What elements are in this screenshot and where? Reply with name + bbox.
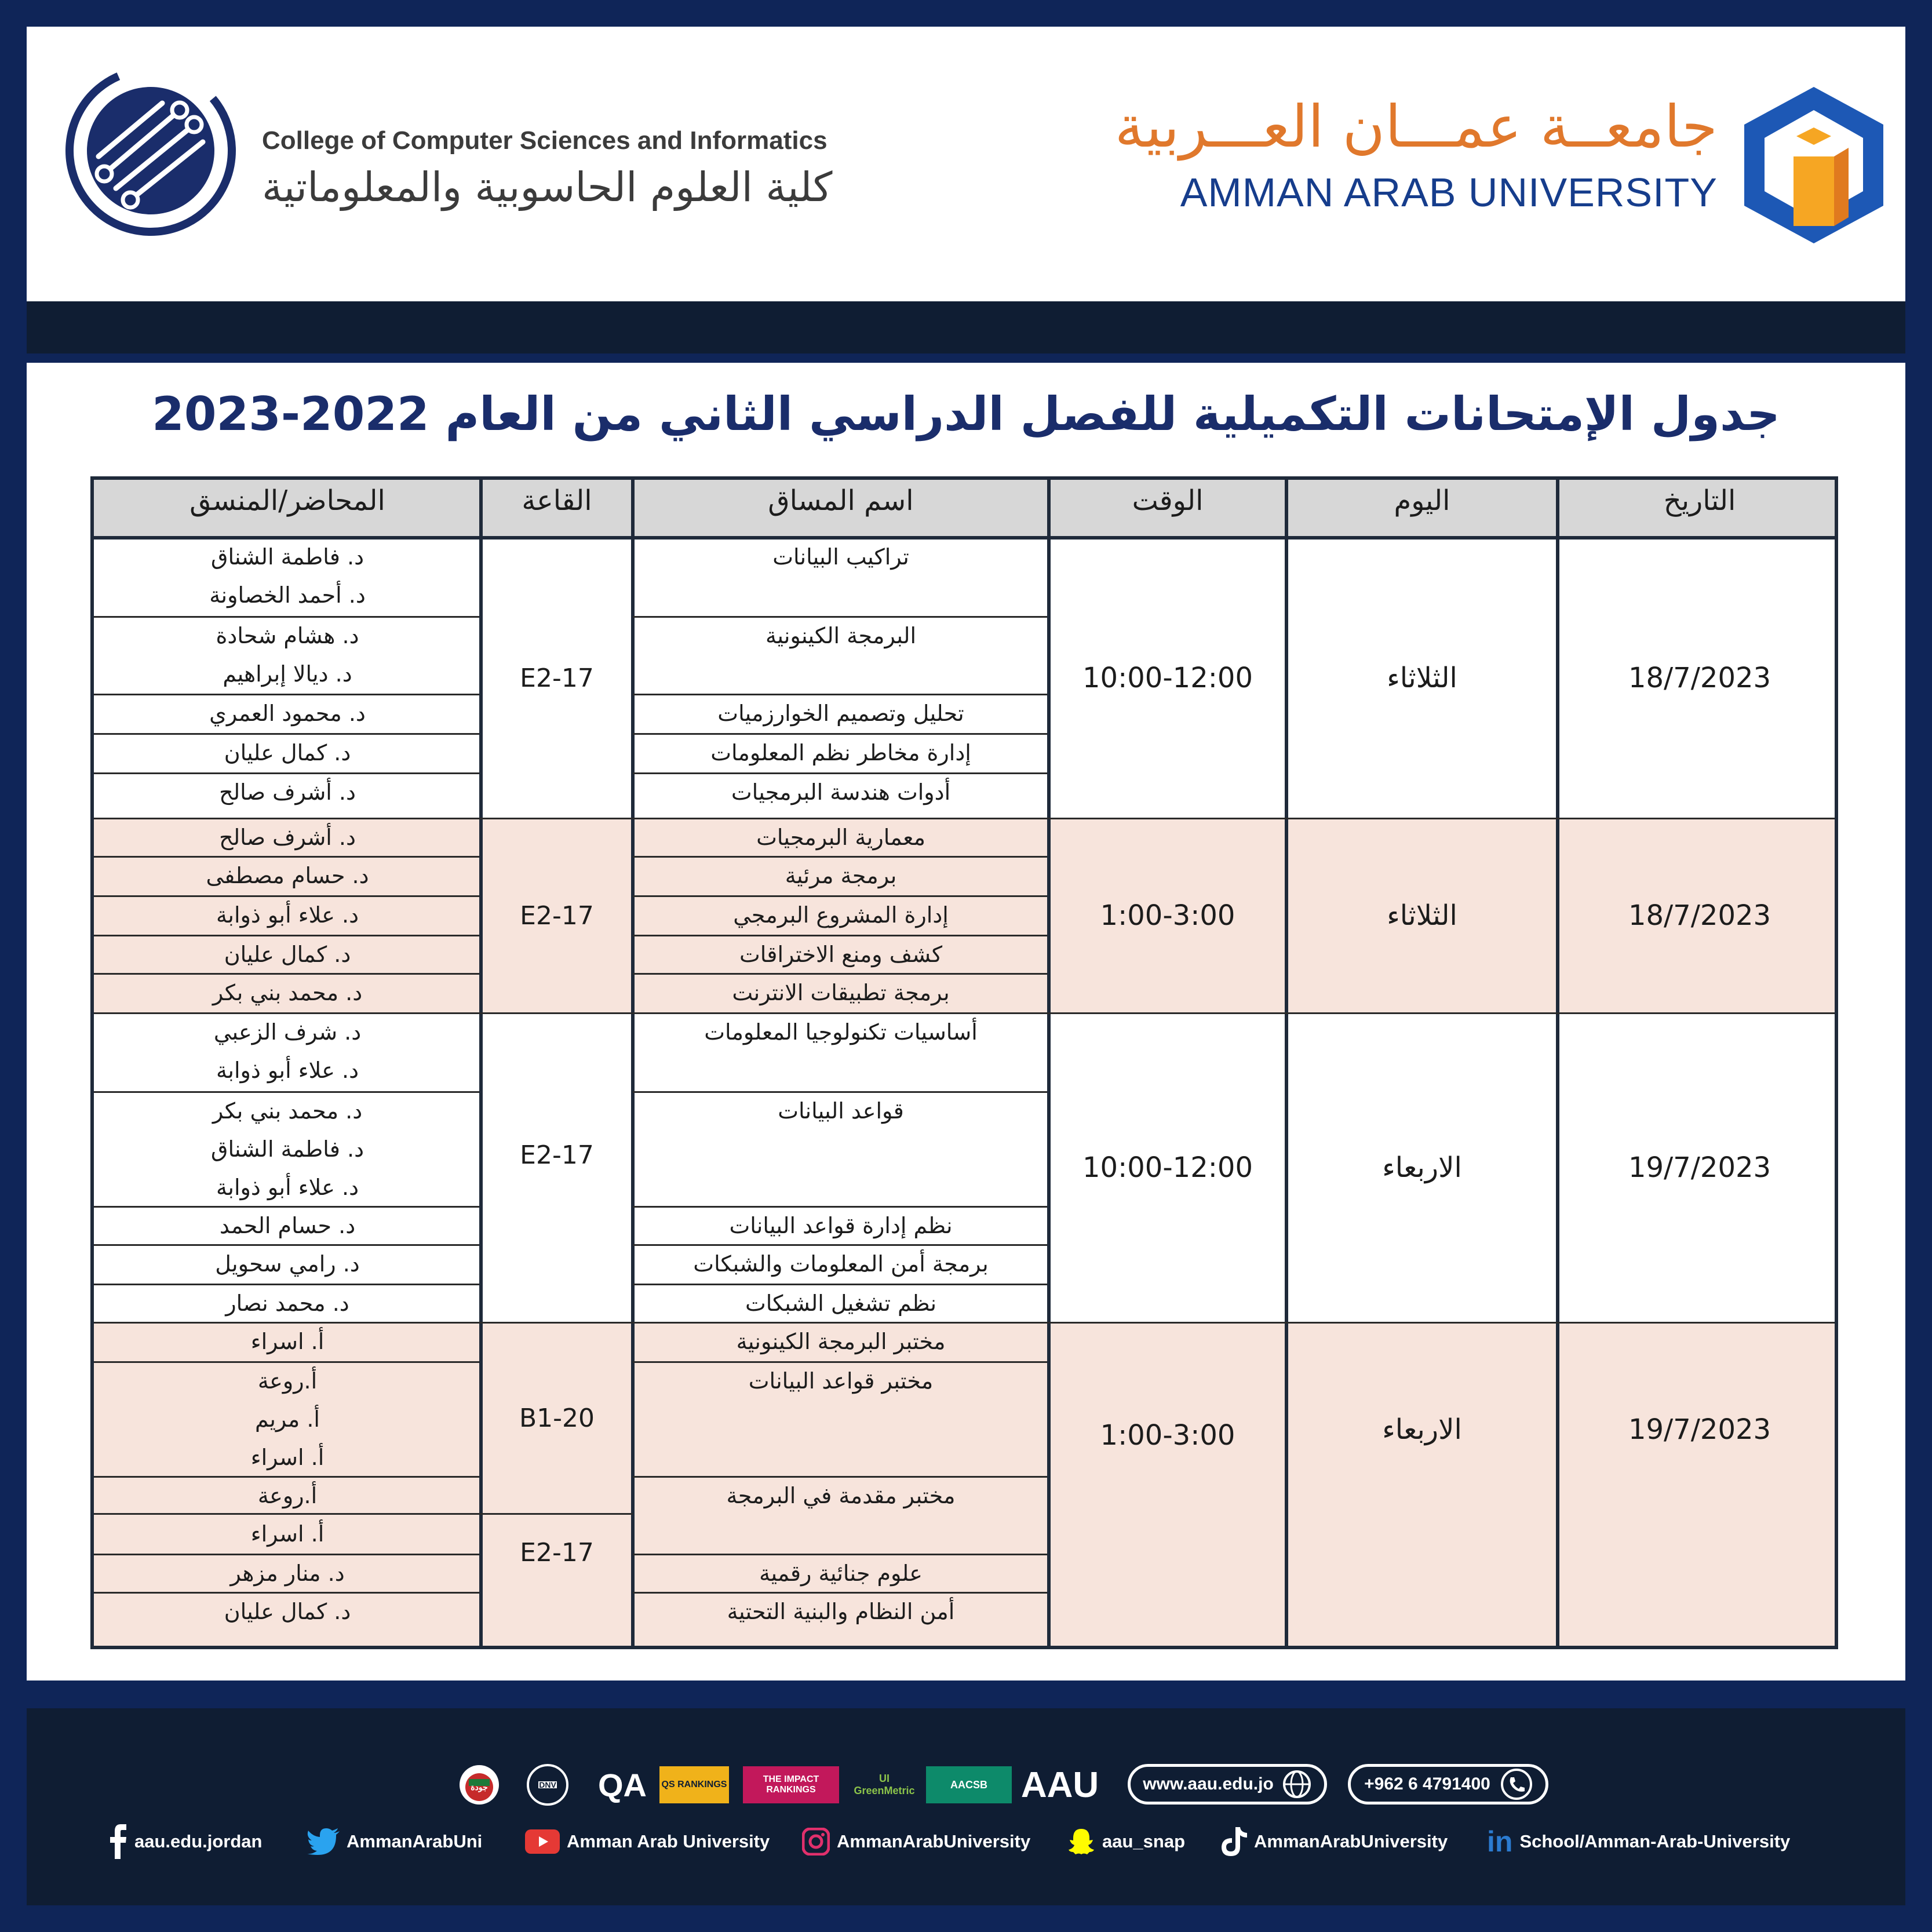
lecturer-name: د. علاء أبو ذوابة xyxy=(216,1175,359,1200)
g1-course-2 xyxy=(633,617,1049,694)
qa-logo: QA xyxy=(598,1766,647,1803)
jawda-label: جودة xyxy=(471,1782,488,1792)
group-4-room-1: B1-20 xyxy=(519,1403,595,1433)
grid-line xyxy=(94,1091,479,1093)
social-handle: AmmanArabUni xyxy=(347,1831,483,1851)
grid-line xyxy=(633,1284,1047,1285)
group-3-day: الاربعاء xyxy=(1382,1151,1462,1184)
university-name-en: AMMAN ARAB UNIVERSITY xyxy=(1180,170,1718,215)
greenmetric-logo xyxy=(855,1762,913,1808)
grid-line xyxy=(94,856,479,858)
university-logo xyxy=(1744,87,1883,243)
grid-line xyxy=(633,973,1047,975)
lecturer-name: د. رامي سحويل xyxy=(215,1251,360,1277)
grid-line xyxy=(94,1476,479,1478)
lecturer-name: د. كمال عليان xyxy=(224,740,351,765)
course-name: علوم جنائية رقمية xyxy=(759,1561,923,1586)
grid-line xyxy=(94,973,479,975)
social-tiktok[interactable] xyxy=(1222,1824,1448,1859)
social-handle: Amman Arab University xyxy=(567,1831,770,1851)
g1-course-4 xyxy=(633,734,1049,773)
greenmetric-label: UI GreenMetric xyxy=(854,1773,915,1796)
g2-lecturers-2 xyxy=(94,856,481,896)
grid-line xyxy=(94,1322,1838,1324)
g1-course-1 xyxy=(633,538,1049,617)
course-name: إدارة المشروع البرمجي xyxy=(733,902,949,928)
lecturer-name: د. محمد بني بكر xyxy=(212,1098,363,1124)
youtube-icon xyxy=(525,1829,560,1854)
lecturer-name: د. منار مزهر xyxy=(230,1561,345,1586)
lecturer-name: د. محمد بني بكر xyxy=(212,980,363,1005)
g1-lecturers-2 xyxy=(94,617,481,694)
g3-course-4 xyxy=(633,1245,1049,1284)
g2-lecturers-5 xyxy=(94,974,481,1013)
g1-course-3 xyxy=(633,694,1049,734)
g2-lecturers-4 xyxy=(94,935,481,974)
lecturer-name: د. كمال عليان xyxy=(224,942,351,967)
aacsb-label: AACSB xyxy=(926,1766,1012,1803)
grid-line xyxy=(1285,480,1288,1649)
g3-course-5 xyxy=(633,1284,1049,1322)
course-name: إدارة مخاطر نظم المعلومات xyxy=(710,740,971,765)
course-name: أدوات هندسة البرمجيات xyxy=(731,779,951,805)
g4-lecturers-5 xyxy=(94,1592,481,1649)
college-logo xyxy=(64,64,238,238)
g4-course-4 xyxy=(633,1554,1049,1592)
website-label: www.aau.edu.jo xyxy=(1143,1774,1274,1794)
course-name: قواعد البيانات xyxy=(778,1098,904,1124)
g2-lecturers-1 xyxy=(94,818,481,856)
grid-line xyxy=(633,616,1047,618)
dnv-label: DNV xyxy=(539,1780,556,1789)
g4-lecturers-1 xyxy=(94,1322,481,1362)
social-linkedin[interactable] xyxy=(1487,1824,1790,1859)
g4-course-5 xyxy=(633,1592,1049,1649)
exam-schedule-table xyxy=(90,476,1838,1649)
g1-lecturers-1 xyxy=(94,538,481,617)
header-lecturer: المحاضر/المنسق xyxy=(94,480,481,538)
aacsb-logo xyxy=(926,1762,1012,1808)
lecturer-name: د. شرف الزعبي xyxy=(213,1019,362,1045)
social-handle: AmmanArabUniversity xyxy=(837,1831,1031,1851)
course-name: مختبر مقدمة في البرمجة xyxy=(726,1483,956,1508)
grid-line xyxy=(94,1513,633,1515)
group-1-date: 18/7/2023 xyxy=(1628,662,1771,694)
g2-course-4 xyxy=(633,935,1049,974)
the-impact-label: THE IMPACT RANKINGS xyxy=(743,1766,839,1803)
g1-lecturers-4 xyxy=(94,734,481,773)
college-name-ar: كلية العلوم الحاسوبية والمعلوماتية xyxy=(262,163,833,211)
page-title: جدول الإمتحانات التكميلية للفصل الدراسي الثاني من العام 2022-2023 xyxy=(152,387,1780,441)
aau-logo: AAU xyxy=(1020,1765,1099,1805)
lecturer-name: د. أحمد الخصاونة xyxy=(209,582,366,608)
group-2-date: 18/7/2023 xyxy=(1628,899,1771,932)
g2-course-5 xyxy=(633,974,1049,1013)
facebook-icon xyxy=(110,1824,127,1859)
grid-line xyxy=(633,856,1047,858)
g3-lecturers-2 xyxy=(94,1092,481,1206)
phone-link[interactable] xyxy=(1348,1764,1548,1805)
instagram-icon xyxy=(802,1828,830,1856)
lecturer-name: د. أشرف صالح xyxy=(219,779,356,805)
grid-line xyxy=(1556,480,1559,1649)
lecturer-name: أ.روعة xyxy=(257,1483,318,1508)
grid-line xyxy=(94,1244,479,1246)
grid-line xyxy=(94,935,479,936)
group-2-time: 1:00-3:00 xyxy=(1100,899,1235,932)
lecturer-name: د. ديالا إبراهيم xyxy=(223,661,352,687)
lecturer-name: أ. مريم xyxy=(255,1406,320,1432)
lecturer-name: أ.روعة xyxy=(257,1368,318,1394)
grid-line xyxy=(94,1554,479,1555)
grid-line xyxy=(633,935,1047,936)
g1-course-5 xyxy=(633,773,1049,818)
g2-course-3 xyxy=(633,896,1049,935)
tiktok-icon xyxy=(1222,1827,1247,1856)
social-youtube[interactable] xyxy=(525,1824,770,1859)
social-handle: aau.edu.jordan xyxy=(134,1831,263,1851)
group-3-time: 10:00-12:00 xyxy=(1082,1151,1253,1184)
grid-line xyxy=(94,733,479,735)
grid-line xyxy=(94,895,479,897)
grid-line xyxy=(94,616,479,618)
g4-lecturers-2 xyxy=(94,1362,481,1477)
qs-rankings-label: QS RANKINGS xyxy=(659,1766,729,1803)
course-name: أمن النظام والبنية التحتية xyxy=(727,1599,955,1624)
g3-lecturers-5 xyxy=(94,1284,481,1322)
social-facebook[interactable] xyxy=(110,1824,262,1859)
header-date: التاريخ xyxy=(1558,480,1838,538)
grid-line xyxy=(94,1284,479,1285)
course-name: مختبر قواعد البيانات xyxy=(748,1368,934,1394)
lecturer-name: د. فاطمة الشناق xyxy=(210,544,364,570)
g3-course-2 xyxy=(633,1092,1049,1206)
grid-line xyxy=(94,694,479,695)
jawda-logo xyxy=(453,1762,505,1808)
lecturer-name: أ. اسراء xyxy=(250,1329,325,1354)
social-handle: aau_snap xyxy=(1102,1831,1186,1851)
course-name: نظم تشغيل الشبكات xyxy=(745,1291,937,1316)
grid-line xyxy=(479,480,483,1649)
g2-lecturers-3 xyxy=(94,896,481,935)
grid-line xyxy=(633,895,1047,897)
course-name: تراكيب البيانات xyxy=(772,544,909,570)
globe-icon xyxy=(1282,1769,1312,1799)
grid-line xyxy=(1047,480,1051,1649)
course-name: تحليل وتصميم الخوارزميات xyxy=(717,701,964,726)
lecturer-name: أ. اسراء xyxy=(250,1521,325,1547)
grid-line xyxy=(633,694,1047,695)
grid-line xyxy=(94,1206,479,1208)
course-name: نظم إدارة قواعد البيانات xyxy=(729,1213,953,1238)
grid-line xyxy=(631,480,635,1649)
lecturer-name: د. فاطمة الشناق xyxy=(210,1136,364,1162)
college-name-en: College of Computer Sciences and Informatics xyxy=(262,126,828,155)
phone-icon xyxy=(1501,1769,1532,1800)
grid-line xyxy=(94,772,479,774)
course-name: برمجة مرئية xyxy=(785,863,897,888)
g2-course-2 xyxy=(633,856,1049,896)
grid-line xyxy=(633,733,1047,735)
course-name: معمارية البرمجيات xyxy=(756,825,925,850)
social-instagram[interactable] xyxy=(802,1824,1030,1859)
course-name: برمجة تطبيقات الانترنت xyxy=(732,980,950,1005)
group-2-day: الثلاثاء xyxy=(1387,899,1457,932)
header-band xyxy=(27,301,1905,353)
g3-course-1 xyxy=(633,1013,1049,1092)
group-1-day: الثلاثاء xyxy=(1387,662,1457,694)
lecturer-name: د. علاء أبو ذوابة xyxy=(216,1058,359,1083)
university-name-ar: جامعــة عمـــان العـــربية xyxy=(1114,93,1718,161)
lecturer-name: د. هشام شحادة xyxy=(216,623,359,648)
g3-lecturers-3 xyxy=(94,1206,481,1245)
snapchat-icon xyxy=(1067,1828,1095,1856)
header-time: الوقت xyxy=(1049,480,1286,538)
course-name: أساسيات تكنولوجيا المعلومات xyxy=(704,1019,978,1045)
g4-course-2 xyxy=(633,1362,1049,1477)
grid-line xyxy=(633,1554,1047,1555)
course-name: كشف ومنع الاختراقات xyxy=(739,942,943,967)
g4-course-3 xyxy=(633,1477,1049,1554)
g4-lecturers-4 xyxy=(94,1554,481,1592)
group-4-day: الاربعاء xyxy=(1382,1413,1462,1446)
dnv-logo xyxy=(522,1762,574,1808)
twitter-icon xyxy=(307,1828,340,1855)
course-name: البرمجة الكينونية xyxy=(765,623,917,648)
g2-course-1 xyxy=(633,818,1049,856)
lecturer-name: د. محمد نصار xyxy=(225,1291,349,1316)
group-3-room: E2-17 xyxy=(520,1140,594,1170)
group-2-room: E2-17 xyxy=(520,901,594,931)
social-twitter[interactable] xyxy=(307,1824,482,1859)
linkedin-icon: in xyxy=(1487,1825,1513,1858)
group-1-room: E2-17 xyxy=(520,663,594,693)
course-name: مختبر البرمجة الكينونية xyxy=(736,1329,946,1354)
lecturer-name: أ. اسراء xyxy=(250,1445,325,1470)
lecturer-name: د. علاء أبو ذوابة xyxy=(216,902,359,928)
grid-line xyxy=(633,1361,1047,1363)
grid-line xyxy=(633,1244,1047,1246)
social-handle: AmmanArabUniversity xyxy=(1254,1831,1448,1851)
lecturer-name: د. كمال عليان xyxy=(224,1599,351,1624)
g3-lecturers-1 xyxy=(94,1013,481,1092)
grid-line xyxy=(633,772,1047,774)
lecturer-name: د. محمود العمري xyxy=(209,701,366,726)
group-4-room-2: E2-17 xyxy=(520,1537,594,1568)
grid-line xyxy=(94,536,1838,539)
g4-course-1 xyxy=(633,1322,1049,1362)
header-day: اليوم xyxy=(1286,480,1558,538)
grid-line xyxy=(94,818,1838,819)
course-name: برمجة أمن المعلومات والشبكات xyxy=(693,1251,989,1277)
group-4-time: 1:00-3:00 xyxy=(1100,1419,1235,1452)
header-course: اسم المساق xyxy=(633,480,1049,538)
qs-rankings-logo xyxy=(659,1762,729,1808)
group-1-time: 10:00-12:00 xyxy=(1082,662,1253,694)
grid-line xyxy=(633,1091,1047,1093)
phone-label: +962 6 4791400 xyxy=(1364,1774,1490,1794)
grid-line xyxy=(633,1592,1047,1594)
social-handle: School/Amman-Arab-University xyxy=(1519,1831,1791,1851)
grid-line xyxy=(633,1206,1047,1208)
g3-lecturers-4 xyxy=(94,1245,481,1284)
social-snapchat[interactable] xyxy=(1067,1824,1185,1859)
grid-line xyxy=(94,1592,479,1594)
group-3-date: 19/7/2023 xyxy=(1628,1151,1771,1184)
g1-lecturers-3 xyxy=(94,694,481,734)
website-link[interactable] xyxy=(1128,1764,1327,1805)
g4-lecturers-3 xyxy=(94,1477,481,1554)
g3-course-3 xyxy=(633,1206,1049,1245)
header-room: القاعة xyxy=(481,480,633,538)
g1-lecturers-5 xyxy=(94,773,481,818)
lecturer-name: د. حسام الحمد xyxy=(219,1213,356,1238)
lecturer-name: د. أشرف صالح xyxy=(219,825,356,850)
the-impact-rankings-logo xyxy=(743,1762,839,1808)
lecturer-name: د. حسام مصطفى xyxy=(206,863,369,888)
grid-line xyxy=(94,1012,1838,1014)
grid-line xyxy=(633,1476,1047,1478)
group-4-date: 19/7/2023 xyxy=(1628,1413,1771,1446)
grid-line xyxy=(94,1361,479,1363)
